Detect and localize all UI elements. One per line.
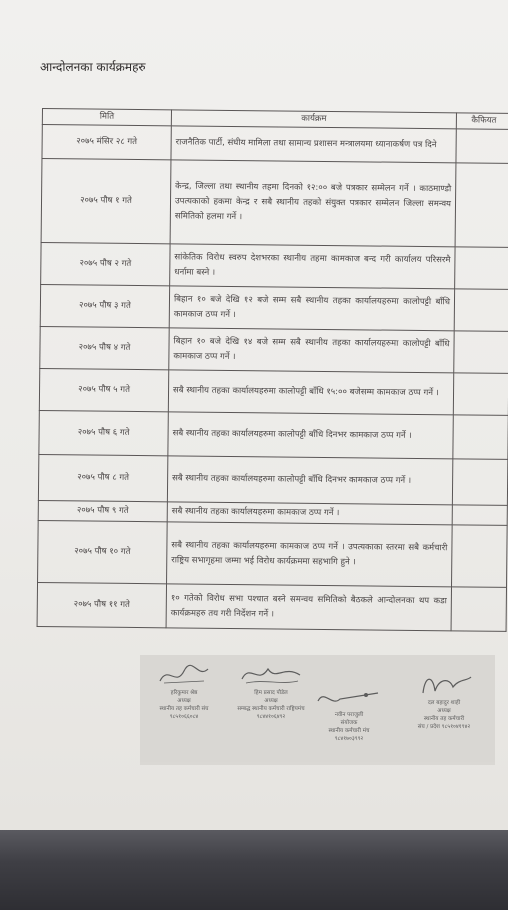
table-row — [40, 326, 508, 373]
row-remarks — [456, 129, 508, 164]
row-remarks — [453, 415, 508, 460]
signature-mark — [238, 661, 304, 689]
row-date: २०७५ मंसिर २८ गते — [42, 125, 171, 160]
signatory-org: स्थानीय तह कर्मचारी संघ — [159, 706, 209, 712]
signatory-name: दल बहादुर शाही — [427, 700, 461, 706]
signatory-role: अध्यक्ष — [264, 698, 278, 704]
header-program: कार्यक्रम — [171, 110, 456, 129]
row-date: २०७५ पौष १ गते — [41, 159, 171, 244]
signatory-role: संयोजक — [340, 720, 358, 726]
row-program: राजनैतिक पार्टी, संघीय मामिला तथा सामान्य प्रशासन मन्त्रालयमा ध्यानाकर्षण पत्र दिने — [171, 126, 456, 163]
row-remarks — [452, 525, 508, 588]
row-remarks — [454, 331, 508, 374]
signatory-name: हरिकुमार श्रेष्ठ — [170, 690, 198, 696]
table-row — [39, 410, 508, 459]
signatory-name: नवीन पराजुली — [334, 712, 364, 718]
signature-mark — [413, 671, 475, 699]
page-heading: आन्दोलनका कार्यक्रमहरु — [40, 60, 146, 74]
row-remarks — [454, 289, 508, 332]
row-program: सांकेतिक विरोध स्वरुप देशभरका स्थानीय तहमा कामकाज बन्द गरी कार्यालय परिसरमै धर्नामा बस्ने । — [170, 244, 455, 289]
signatory-3 — [306, 685, 392, 743]
signature-mark — [314, 685, 384, 711]
table-row — [38, 454, 507, 505]
row-remarks — [455, 163, 508, 248]
signatory-org: स्थानीय तह कर्मचारी — [423, 716, 465, 722]
signatory-role: अध्यक्ष — [177, 698, 191, 704]
header-remarks: कैफियत — [456, 113, 508, 130]
row-remarks — [455, 247, 508, 290]
signatory-phone: संघ / प्रदेश ९८५१०४१९४२ — [417, 724, 471, 730]
table-row — [40, 284, 508, 331]
signatory-1 — [144, 661, 224, 721]
row-remarks — [452, 459, 507, 506]
row-date: २०७५ पौष ५ गते — [39, 368, 168, 411]
table-row — [41, 242, 508, 289]
row-date: २०७५ पौष ९ गते — [38, 500, 167, 521]
row-program: सबै स्थानीय तहका कार्यालयहरुमा कामकाज ठप्प गर्ने । — [167, 502, 452, 525]
signatory-phone: ९८४१७०३९९२ — [334, 736, 364, 742]
signatory-4 — [398, 671, 490, 731]
row-date: २०७५ पौष ११ गते — [37, 582, 166, 627]
table-row — [39, 368, 508, 415]
row-remarks — [452, 505, 507, 526]
background-surface — [0, 830, 508, 910]
table-row — [42, 125, 508, 164]
row-program: सबै स्थानीय तहका कार्यालयहरुमा कालोपट्टी बाँधि दिनभर कामकाज ठप्प गर्ने । — [167, 456, 452, 505]
signature-mark — [154, 661, 214, 689]
row-date: २०७५ पौष ४ गते — [40, 326, 169, 369]
row-remarks — [451, 587, 506, 632]
signatory-phone: ९८४४१०६४९२ — [256, 714, 286, 720]
signatory-org: सम्बद्ध स्थानीय कर्मचारी राष्ट्रियमंच — [237, 706, 305, 712]
row-program: बिहान १० बजे देखि १४ बजे सम्म सबै स्थानीय तहका कार्यालयहरुमा कालोपट्टी बाँधि कामकाज ठप्प गर्ने । — [169, 328, 454, 373]
signatory-role: अध्यक्ष — [437, 708, 451, 714]
row-date: २०७५ पौष १० गते — [38, 520, 168, 583]
row-program: केन्द्र, जिल्ला तथा स्थानीय तहमा दिनको १२:०० बजे पत्रकार सम्मेलन गर्ने । काठमाण्डौ उपत्यकाको हकमा केन्द्र र सबै स्थानीय तहको संयुक्त पत्रकार सम्मेलन जिल्ला समन्वय समितिको हलमा गर्ने । — [170, 160, 456, 247]
row-date: २०७५ पौष २ गते — [41, 242, 170, 285]
signatory-org: स्थानीय कर्मचारी मंच — [328, 728, 370, 734]
row-program: सबै स्थानीय तहका कार्यालयहरुमा कामकाज ठप्प गर्ने । उपत्यकाका स्तरमा सबै कर्मचारी राष्ट्रिय सभागृहमा जम्मा भई विरोध कार्यक्रममा सहभागि हुने । — [167, 522, 453, 587]
signatory-name: हिम प्रसाद पौडेल — [254, 690, 288, 696]
row-program: बिहान १० बजे देखि १२ बजे सम्म सबै स्थानीय तहका कार्यालयहरुमा कालोपट्टी बाँधि कामकाज ठप्प गर्ने । — [169, 286, 454, 331]
row-program: १० गतेको विरोध सभा पश्चात बस्ने समन्वय समितिको बैठकले आन्दोलनका थप कडा कार्यक्रमहरु तय गरी निर्देशन गर्ने । — [166, 584, 451, 631]
signatures-area — [140, 655, 495, 765]
row-date: २०७५ पौष ८ गते — [38, 454, 167, 501]
table-row — [38, 520, 508, 587]
row-remarks — [453, 373, 508, 416]
table-row — [41, 159, 508, 248]
row-date: २०७५ पौष ६ गते — [39, 410, 168, 455]
row-program: सबै स्थानीय तहका कार्यालयहरुमा कालोपट्टी बाँधि दिनभर कामकाज ठप्प गर्ने । — [168, 412, 453, 459]
signatory-phone: ९८५१०६६०८४ — [169, 714, 199, 720]
row-program: सबै स्थानीय तहका कार्यालयहरुमा कालोपट्टी बाँधि १५:०० बजेसम्म कामकाज ठप्प गर्ने । — [168, 370, 453, 415]
table-row — [37, 582, 506, 631]
row-date: २०७५ पौष ३ गते — [40, 284, 169, 327]
signatory-2 — [226, 661, 316, 721]
header-date: मिति — [42, 109, 171, 126]
programs-table — [37, 108, 508, 632]
